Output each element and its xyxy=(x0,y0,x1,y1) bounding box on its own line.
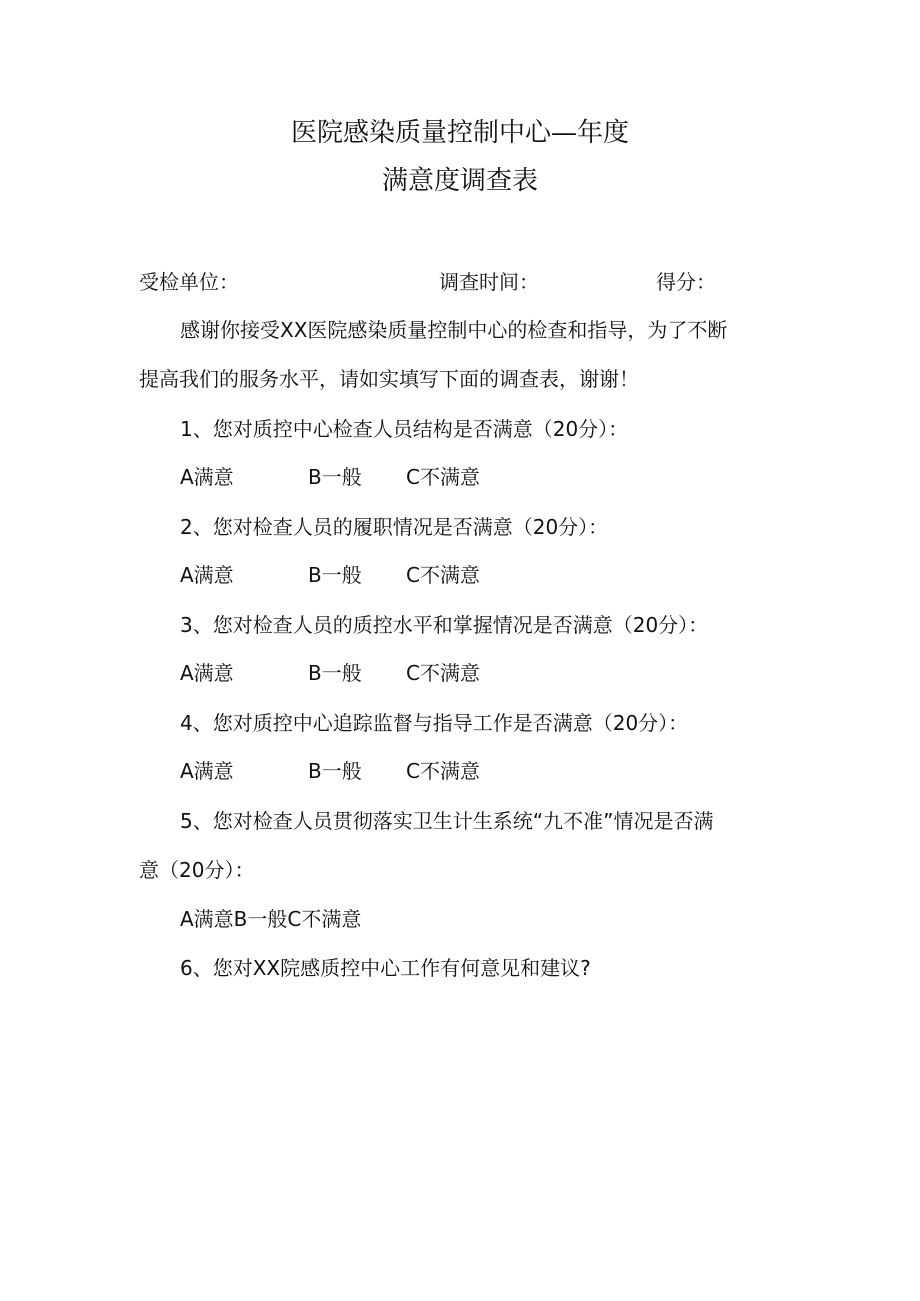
option-satisfied: A满意 xyxy=(180,563,234,587)
option-average: B一般 xyxy=(308,661,362,685)
option-unsatisfied: C不满意 xyxy=(406,563,480,587)
option-average: B一般 xyxy=(308,759,362,783)
question-6: 6、您对XX院感质控中心工作有何意见和建议? xyxy=(180,956,591,980)
question-5-options: A满意B一般C不满意 xyxy=(180,907,362,931)
question-5-line2: 意（20分）： xyxy=(139,858,255,882)
score-label: 得分： xyxy=(656,270,716,294)
question-1: 1、您对质控中心检查人员结构是否满意（20分）： xyxy=(180,417,629,441)
option-unsatisfied: C不满意 xyxy=(406,661,480,685)
document-title-line2: 满意度调查表 xyxy=(381,166,538,196)
option-unsatisfied: C不满意 xyxy=(406,465,480,489)
question-1-options xyxy=(180,463,680,491)
option-average: B一般 xyxy=(308,465,362,489)
inspected-unit-label: 受检单位： xyxy=(139,270,239,294)
option-satisfied: A满意 xyxy=(180,759,234,783)
question-2-options xyxy=(180,561,680,589)
document-title-line1: 医院感染质量控制中心—年度 xyxy=(290,118,629,148)
intro-text-line1: 感谢你接受XX医院感染质量控制中心的检查和指导，为了不断 xyxy=(180,318,728,342)
question-3: 3、您对检查人员的质控水平和掌握情况是否满意（20分）： xyxy=(180,613,709,637)
option-unsatisfied: C不满意 xyxy=(406,759,480,783)
question-3-options xyxy=(180,659,680,687)
intro-text-line2: 提高我们的服务水平，请如实填写下面的调查表，谢谢！ xyxy=(139,367,639,391)
question-4: 4、您对质控中心追踪监督与指导工作是否满意（20分）： xyxy=(180,711,689,735)
question-2: 2、您对检查人员的履职情况是否满意（20分）： xyxy=(180,515,609,539)
option-satisfied: A满意 xyxy=(180,661,234,685)
question-4-options xyxy=(180,757,680,785)
option-average: B一般 xyxy=(308,563,362,587)
survey-time-label: 调查时间： xyxy=(439,270,539,294)
question-5-line1: 5、您对检查人员贯彻落实卫生计生系统“九不准”情况是否满 xyxy=(180,809,714,833)
option-satisfied: A满意 xyxy=(180,465,234,489)
